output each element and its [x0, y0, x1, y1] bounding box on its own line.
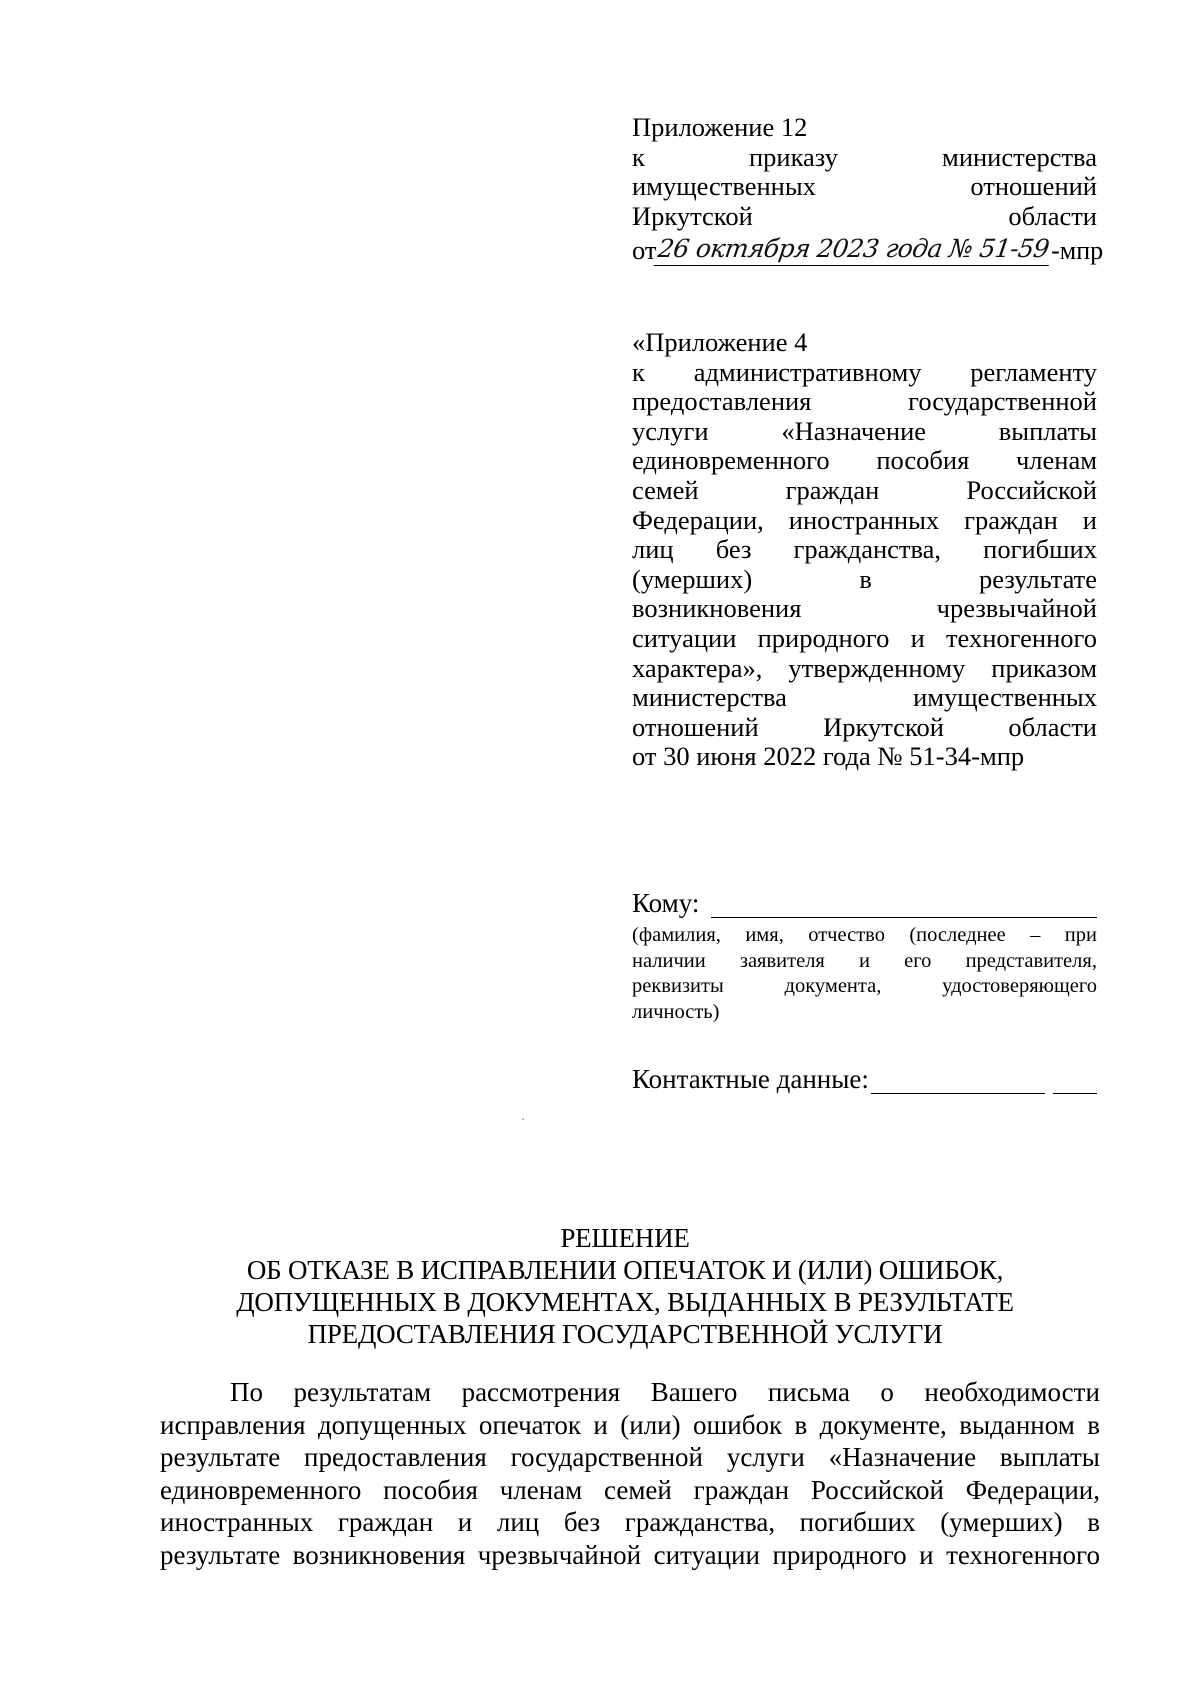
- recipient-hint-line-word: удостоверяющего: [942, 975, 1097, 997]
- contacts-label: Контактные данные:: [632, 1064, 869, 1094]
- appendix-4-line-word: результате: [979, 563, 1097, 594]
- appendix-4-line-word: Российской: [966, 474, 1097, 505]
- decision-heading-line: ОБ ОТКАЗЕ В ИСПРАВЛЕНИИ ОПЕЧАТОК И (ИЛИ) ОШИБОК,: [246, 1255, 1004, 1285]
- appendix-4-line-word: Иркутской: [823, 711, 944, 742]
- appendix-4-line-word: отношений: [632, 711, 759, 742]
- recipient-hint-line-word: наличии: [632, 949, 706, 972]
- recipient-hint-line-word: реквизиты: [632, 975, 724, 997]
- recipient-hint-line-word: документа,: [784, 975, 882, 997]
- decision-body: [160, 1376, 1100, 1572]
- appendix-4-line-word: техногенного: [945, 622, 1097, 653]
- appendix-4-line-word: предоставления: [632, 386, 812, 417]
- recipient-hint-line-word: –: [1030, 924, 1041, 946]
- recipient-hint-line-word: заявителя: [739, 949, 825, 972]
- appendix-4-line: [632, 328, 1097, 358]
- appendix-4-line-word: и: [1082, 504, 1097, 535]
- decision-heading-line: ДОПУЩЕННЫХ В ДОКУМЕНТАХ, ВЫДАННЫХ В РЕЗУЛЬТАТЕ: [236, 1287, 1014, 1317]
- contacts-row: [632, 1064, 1097, 1094]
- recipient-hint: [632, 923, 1097, 1025]
- appendix-4-line: [632, 565, 1097, 595]
- recipient-block: [632, 888, 1097, 1025]
- appendix-4-line-word: «Назначение: [781, 415, 927, 446]
- recipient-hint-line: [632, 974, 1097, 1000]
- recipient-hint-line-word: (последнее: [909, 924, 1006, 946]
- appendix-4-line: [632, 654, 1097, 684]
- decision-body-line: По результатам рассмотрения Вашего письма о необходимости: [230, 1377, 1100, 1407]
- decision-body-line: результате возникновения чрезвычайной ситуации природного и техногенного: [160, 1539, 1100, 1570]
- recipient-hint-line: [632, 1000, 1097, 1026]
- appendix-4-line-word: характера»,: [632, 652, 763, 683]
- decision-body-line: единовременного пособия членам семей граждан Российской Федерации,: [160, 1474, 1100, 1505]
- appendix-4-line-word: министерства: [632, 682, 787, 713]
- recipient-hint-line-word: его: [904, 949, 932, 972]
- appendix-4-line-word: и: [910, 622, 925, 653]
- appendix-4-line-word: выплаты: [998, 415, 1097, 446]
- recipient-hint-line-word: и: [859, 949, 870, 972]
- appendix-4-line-word: «Приложение 4: [632, 327, 808, 357]
- recipient-hint-line-word: имя,: [745, 924, 784, 946]
- appendix-4-line-word: природного: [757, 622, 890, 653]
- appendix-4-line-word: в: [859, 563, 872, 594]
- recipient-hint-line-word: личность): [632, 1000, 720, 1023]
- appendix-4-line: [632, 535, 1097, 565]
- appendix-4-line-word: административному: [693, 356, 922, 387]
- appendix-4-line-word: к: [632, 356, 645, 387]
- appendix-12-line-4: Иркутской области: [632, 200, 1097, 231]
- appendix-4-line-word: услуги: [632, 415, 709, 446]
- appendix-4-line-word: гражданства,: [793, 534, 942, 565]
- appendix-12-header: [632, 112, 1104, 265]
- appendix-4-line-word: членам: [1015, 445, 1097, 476]
- decision-heading-line: ПРЕДОСТАВЛЕНИЯ ГОСУДАРСТВЕННОЙ УСЛУГИ: [307, 1319, 943, 1349]
- appendix-4-header: [632, 328, 1097, 772]
- appendix-4-line-word: от 30 июня 2022 года № 51-34-мпр: [632, 741, 1025, 772]
- recipient-hint-line-word: при: [1064, 924, 1097, 946]
- appendix-4-line: [632, 594, 1097, 624]
- appendix-4-line-word: без: [715, 534, 752, 565]
- recipient-hint-line: [632, 923, 1097, 949]
- appendix-4-line-word: имущественных: [913, 682, 1097, 713]
- appendix-4-line: [632, 713, 1097, 743]
- appendix-12-line-3: имущественных отношений: [632, 171, 1097, 202]
- appendix-4-line-word: (умерших): [632, 563, 753, 594]
- appendix-4-line-word: пособия: [876, 445, 970, 476]
- appendix-4-line-word: государственной: [908, 386, 1097, 417]
- recipient-hint-line-word: представителя,: [965, 949, 1097, 972]
- appendix-4-line-word: лиц: [632, 534, 674, 565]
- order-date-number: от 26 октября 2023 года № 51-59 -мпр: [632, 233, 1104, 265]
- appendix-4-line: [632, 417, 1097, 447]
- scan-speck: [522, 1118, 524, 1120]
- appendix-4-line-word: утвержденному: [788, 652, 966, 683]
- appendix-4-line: [632, 683, 1097, 713]
- appendix-4-line-word: граждан: [785, 474, 880, 505]
- decision-title: [160, 1222, 1090, 1350]
- appendix-4-line-word: семей: [632, 474, 699, 505]
- contacts-blank-line[interactable]: [871, 1071, 1045, 1094]
- recipient-hint-line: [632, 949, 1097, 975]
- appendix-4-line-word: иностранных: [788, 504, 940, 535]
- appendix-4-line: [632, 742, 1097, 772]
- appendix-4-line-word: погибших: [983, 534, 1097, 565]
- decision-body-line: иностранных граждан и лиц без гражданства, погибших (умерших) в: [160, 1507, 1100, 1538]
- appendix-4-line: [632, 476, 1097, 506]
- decision-body-line: результате предоставления государственной услуги «Назначение выплаты: [160, 1442, 1100, 1473]
- recipient-blank-line[interactable]: [711, 895, 1097, 918]
- appendix-4-line-word: приказом: [991, 652, 1097, 683]
- decision-body-line: исправления допущенных опечаток и (или) ошибок в документе, выданном в: [160, 1409, 1100, 1440]
- decision-heading: РЕШЕНИЕ: [560, 1223, 690, 1253]
- appendix-4-line-word: регламенту: [970, 356, 1097, 387]
- appendix-12-line-2: к приказу министерства: [632, 141, 1097, 172]
- appendix-4-line: [632, 446, 1097, 476]
- appendix-4-line-word: возникновения: [632, 593, 802, 624]
- appendix-4-line-word: граждан: [964, 504, 1058, 535]
- recipient-row: [632, 888, 1097, 918]
- appendix-4-line: [632, 624, 1097, 654]
- appendix-4-line: [632, 358, 1097, 388]
- appendix-4-line: [632, 387, 1097, 417]
- appendix-12-title: Приложение 12: [632, 112, 808, 142]
- appendix-4-line-word: чрезвычайной: [936, 593, 1097, 624]
- appendix-4-line-word: единовременного: [632, 445, 830, 476]
- appendix-4-line-word: ситуации: [632, 622, 737, 653]
- appendix-4-line-word: области: [1008, 711, 1097, 742]
- handwritten-order-date: 26 октября 2023 года № 51-59: [654, 234, 1053, 266]
- recipient-hint-line-word: отчество: [808, 924, 885, 946]
- contacts-block: [632, 1064, 1097, 1094]
- appendix-4-line-word: Федерации,: [632, 504, 764, 535]
- contacts-blank-line-end: [1053, 1071, 1097, 1094]
- appendix-4-line: [632, 506, 1097, 536]
- recipient-label: Кому:: [632, 888, 700, 918]
- recipient-hint-line-word: (фамилия,: [632, 924, 721, 946]
